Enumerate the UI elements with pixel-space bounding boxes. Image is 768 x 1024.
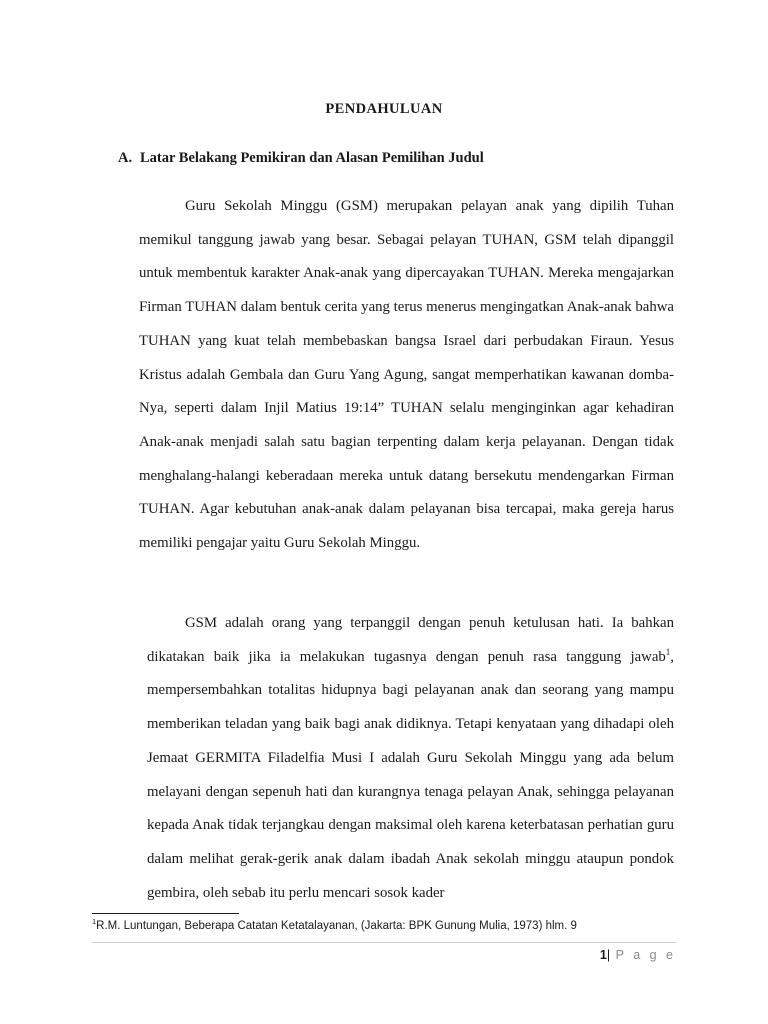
page-number: 1 [599, 948, 607, 962]
page-separator: | [606, 948, 611, 962]
footnote [92, 917, 577, 932]
footnote-reference[interactable]: 1 [665, 646, 671, 657]
paragraph-2-text-b: , mempersembahkan totalitas hidupnya bagi pelayanan anak dan seorang yang mampu memberikan teladan yang baik bagi anak didiknya. Tetapi kenyataan yang dihadapi oleh Jemaat GERMITA Filadelfia Musi I adalah Guru Sekolah Minggu yang ada belum melayani dengan sepenuh hati dan kurangnya tenaga pelayan Anak, sehingga pelayanan kepada Anak tidak terjangkau dengan maksimal oleh karena keterbatasan perhatian guru dalam melihat gerak-gerik anak dalam ibadah Anak sekolah minggu ataupun pondok gembira, oleh sebab itu perlu mencari sosok kader [147, 648, 674, 901]
page-label: P a g e [615, 948, 676, 962]
section-heading [118, 150, 484, 167]
footnote-separator [92, 913, 239, 914]
section-number: A. [118, 150, 133, 166]
footer-rule [92, 942, 676, 943]
body-paragraph-1: Guru Sekolah Minggu (GSM) merupakan pelayan anak yang dipilih Tuhan memikul tanggung jawab yang besar. Sebagai pelayan TUHAN, GSM telah dipanggil untuk membentuk karakter Anak-anak yang dipercayakan TUHAN. Mereka mengajarkan Firman TUHAN dalam bentuk cerita yang terus menerus mengingatkan Anak-anak bahwa TUHAN yang kuat telah membebaskan bangsa Israel dari perbudakan Firaun. Yesus Kristus adalah Gembala dan Guru Yang Agung, sangat memperhatikan kawanan domba-Nya, seperti dalam Injil Matius 19:14” TUHAN selalu menginginkan agar kehadiran Anak-anak menjadi salah satu bagian terpenting dalam kerja pelayanan. Dengan tidak menghalang-halangi keberadaan mereka untuk datang bersekutu mendengarkan Firman TUHAN. Agar kebutuhan anak-anak dalam pelayanan bisa tercapai, maka gereja harus memiliki pengajar yaitu Guru Sekolah Minggu. [139, 198, 674, 552]
page-number-footer [600, 948, 676, 962]
body-paragraph-2 [147, 607, 674, 910]
footnote-marker: 1 [92, 917, 97, 927]
section-heading-text: Latar Belakang Pemikiran dan Alasan Pemilihan Judul [140, 150, 484, 166]
footnote-text: R.M. Luntungan, Beberapa Catatan Ketatalayanan, (Jakarta: BPK Gunung Mulia, 1973) hlm. 9 [96, 920, 577, 932]
paragraph-2-text-a: GSM adalah orang yang terpanggil dengan penuh ketulusan hati. Ia bahkan dikatakan baik jika ia melakukan tugasnya dengan penuh rasa tanggung jawab [147, 615, 674, 665]
page-title: PENDAHULUAN [325, 101, 443, 117]
